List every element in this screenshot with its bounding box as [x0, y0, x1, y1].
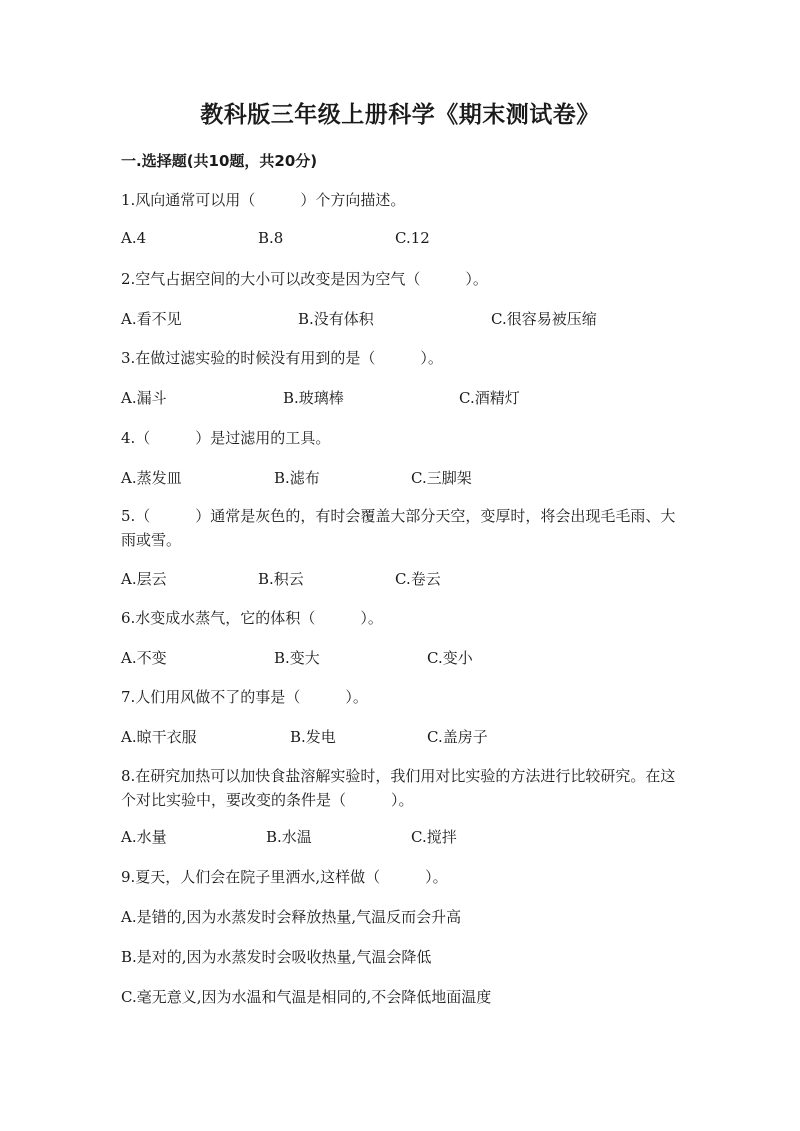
question-6: 6.水变成水蒸气，它的体积（ ）。 [121, 609, 383, 627]
q3-option-c: C.酒精灯 [459, 389, 520, 407]
q5-option-a: A.层云 [121, 570, 167, 588]
question-9: 9.夏天，人们会在院子里洒水,这样做（ ）。 [121, 868, 448, 886]
q1-option-b: B.8 [258, 229, 284, 247]
q6-option-a: A.不变 [121, 649, 167, 667]
q8-option-c: C.搅拌 [411, 828, 457, 846]
q8-option-a: A.水量 [121, 828, 167, 846]
q5-option-c: C.卷云 [395, 570, 441, 588]
question-7: 7.人们用风做不了的事是（ ）。 [121, 688, 368, 706]
q7-option-a: A.晾干衣服 [121, 728, 197, 746]
q4-option-a: A.蒸发皿 [121, 469, 182, 487]
q9-option-c: C.毫无意义,因为水温和气温是相同的,不会降低地面温度 [121, 988, 492, 1006]
q7-option-c: C.盖房子 [427, 728, 488, 746]
q8-option-b: B.水温 [266, 828, 312, 846]
q1-option-c: C.12 [395, 229, 430, 247]
q7-option-b: B.发电 [290, 728, 336, 746]
q2-option-c: C.很容易被压缩 [491, 310, 597, 328]
q4-option-c: C.三脚架 [411, 469, 472, 487]
q6-option-c: C.变小 [427, 649, 473, 667]
exam-title: 教科版三年级上册科学《期末测试卷》 [200, 101, 600, 128]
question-4: 4.（ ）是过滤用的工具。 [121, 429, 331, 447]
q6-option-b: B.变大 [274, 649, 320, 667]
q2-option-b: B.没有体积 [298, 310, 374, 328]
question-2: 2.空气占据空间的大小可以改变是因为空气（ ）。 [121, 270, 488, 288]
section-heading: 一.选择题(共10题，共20分) [121, 152, 318, 170]
question-5: 5.（ ）通常是灰色的，有时会覆盖大部分天空，变厚时，将会出现毛毛雨、大雨或雪。 [121, 507, 676, 549]
question-1: 1.风向通常可以用（ ）个方向描述。 [121, 191, 406, 209]
q1-option-a: A.4 [121, 229, 147, 247]
q9-option-b: B.是对的,因为水蒸发时会吸收热量,气温会降低 [121, 948, 432, 966]
question-3: 3.在做过滤实验的时候没有用到的是（ ）。 [121, 349, 443, 367]
q9-option-a: A.是错的,因为水蒸发时会释放热量,气温反而会升高 [121, 908, 462, 926]
q4-option-b: B.滤布 [274, 469, 320, 487]
q3-option-a: A.漏斗 [121, 389, 167, 407]
q2-option-a: A.看不见 [121, 310, 182, 328]
q5-option-b: B.积云 [258, 570, 304, 588]
question-8: 8.在研究加热可以加快食盐溶解实验时，我们用对比实验的方法进行比较研究。在这个对比实验中，要改变的条件是（ ）。 [121, 767, 676, 809]
q3-option-b: B.玻璃棒 [283, 389, 344, 407]
